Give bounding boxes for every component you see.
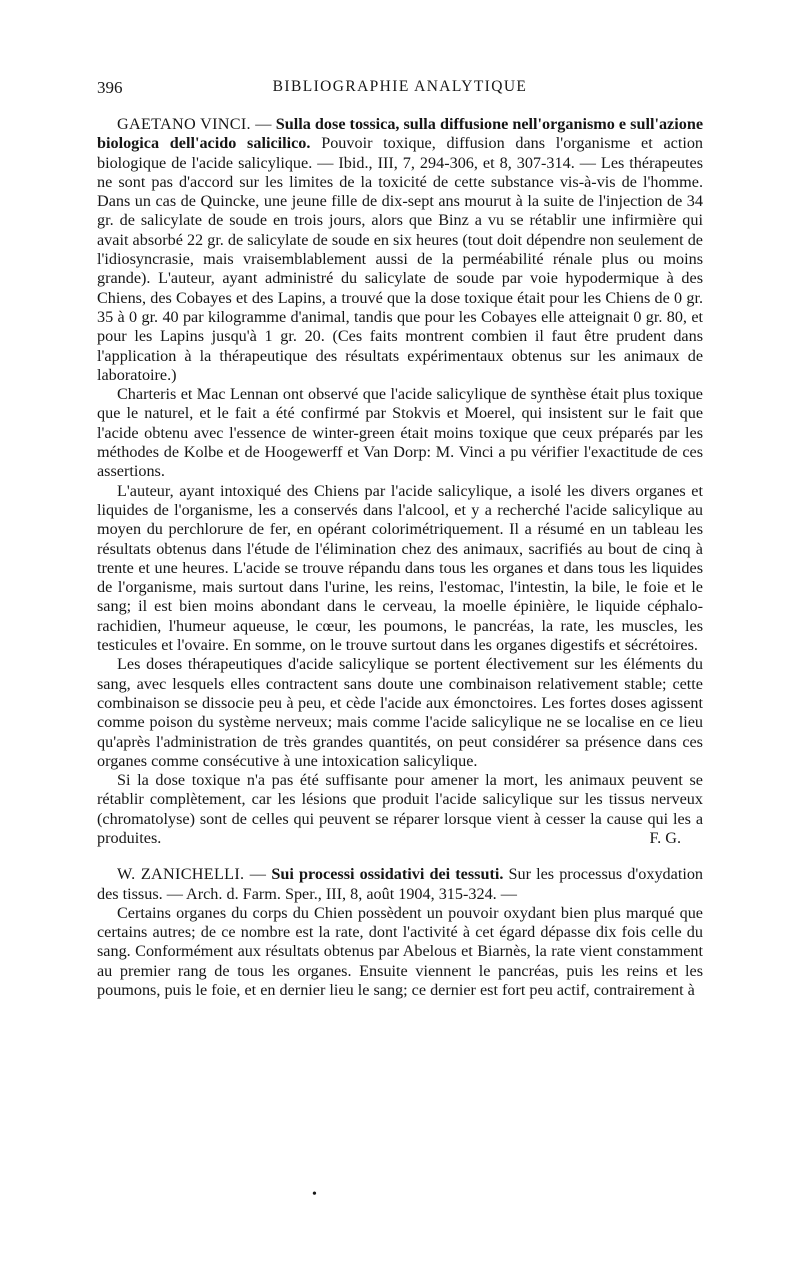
running-title: BIBLIOGRAPHIE ANALYTIQUE: [272, 78, 528, 95]
article-1-paragraph-3: L'auteur, ayant intoxiqué des Chiens par l'acide salicylique, a isolé les divers organes et liquides de l'organisme, les a conservés dans l'alcool, et y a recherché l'acide salicylique au moyen du perchlorure de fer, en opérant colorimétriquement. Il a résumé en un tableau les résultats obtenus dans l'étude de l'élimination chez des animaux, sacrifiés au bout de cinq à trente et une heures. L'acide se trouve répandu dans tous les organes et dans tous les liquides de l'organisme, mais surtout dans l'urine, les reins, l'estomac, l'intestin, la bile, le foie et le sang; il est bien moins abondant dans le cerveau, la moelle épinière, le liquide céphalo-rachidien, l'humeur aqueuse, le cœur, les poumons, le pancréas, la rate, les muscles, les testicules et l'ovaire. En somme, on le trouve surtout dans les organes digestifs et sécrétoires.: [97, 481, 703, 655]
page-header: [97, 78, 703, 100]
page-number: 396: [97, 78, 123, 97]
article-2-author: W. ZANICHELLI. —: [117, 865, 267, 884]
article-separator: [97, 848, 703, 865]
article-2-title: Sui processi ossidativi dei tessuti.: [271, 865, 504, 884]
article-1-summary: — Les thérapeutes ne sont pas d'accord sur les limites de la toxicité de cette substance vis-à-vis de l'homme. Dans un cas de Quincke, une jeune fille de dix-sept ans mourut à la suite de l'injection de 34 gr. de salicylate de soude en trois jours, alors que Binz a vu se rétablir une infirmière qui avait absorbé 22 gr. de salicylate de soude en six heures (tout doit dépendre non seulement de l'idiosyncrasie, mais vraisemblablement aussi de la perméabilité rénale plus ou moins grande). L'auteur, ayant administré du salicylate de soude par voie hypodermique à des Chiens, des Cobayes et des Lapins, a trouvé que la dose toxique était pour les Chiens de 0 gr. 35 à 0 gr. 40 par kilogramme d'animal, tandis que pour les Cobayes elle atteignait 0 gr. 80, et pour les Lapins jusqu'à 1 gr. 20. (Ces faits montrent combien il faut être prudent dans l'application à la thérapeutique des résultats expérimentaux obtenus sur les animaux de laboratoire.): [97, 153, 704, 384]
article-1-title: Sulla dose tossica, sulla diffusione nell'organismo e sull'azione biologica dell'acido salicilico.: [97, 115, 704, 153]
body-text: [97, 115, 703, 1000]
article-2-citation: Sur les processus d'oxydation des tissus. — Arch. d. Farm. Sper., III, 8, août 1904, 315-324. —: [97, 865, 704, 903]
article-1-paragraph-4: Les doses thérapeutiques d'acide salicylique se portent électivement sur les éléments du sang, avec lesquels elles contractent sans doute une combinaison relativement stable; cette combinaison se dissocie peu à peu, et cède l'acide aux émonctoires. Les fortes doses agissent comme poison du système nerveux; mais comme l'acide salicylique ne se localise en ce lieu qu'après l'administration de très grandes quantités, on peut considérer sa présence dans ces organes comme consécutive à une intoxication salicylique.: [97, 655, 703, 770]
article-1-author: GAETANO VINCI. —: [117, 115, 272, 133]
article-1-paragraph-5-text: Si la dose toxique n'a pas été suffisante pour amener la mort, les animaux peuvent se rétablir complètement, car les lésions que produit l'acide salicylique sur les tissus nerveux (chromatolyse) sont de celles qui peuvent se réparer lorsque vient à cesser la cause qui les a produites.: [97, 771, 703, 847]
article-1-signature: F. G.: [649, 828, 681, 847]
article-2-paragraph-2: Certains organes du corps du Chien possèdent un pouvoir oxydant bien plus marqué que certains autres; de ce nombre est la rate, dont l'activité à cet égard dépasse dix fois celle du sang. Conformément aux résultats obtenus par Abelous et Biarnès, la rate vient constamment au premier rang de tous les organes. Ensuite viennent le pancréas, puis les reins et les poumons, puis le foie, et en dernier lieu le sang; ce dernier est fort peu actif, contrairement à: [97, 903, 703, 1000]
article-1-paragraph-2: Charteris et Mac Lennan ont observé que l'acide salicylique de synthèse était plus toxique que le naturel, et le fait a été confirmé par Stokvis et Moerel, qui insistent sur le fait que l'acide obtenu avec l'essence de winter-green était moins toxique que ceux préparés par les méthodes de Kolbe et de Hoogewerff et Van Dorp: M. Vinci a pu vérifier l'exactitude de ces assertions.: [97, 385, 703, 481]
article-2-paragraph-1: [97, 865, 703, 904]
article-1-paragraph-5: [97, 771, 703, 848]
footer-mark: •: [312, 1187, 317, 1202]
article-1-citation: Pouvoir toxique, diffusion dans l'organisme et action biologique de l'acide salicylique. — Ibid., III, 7, 294-306, et 8, 307-314.: [97, 134, 704, 172]
article-1-paragraph-1: [97, 115, 703, 385]
